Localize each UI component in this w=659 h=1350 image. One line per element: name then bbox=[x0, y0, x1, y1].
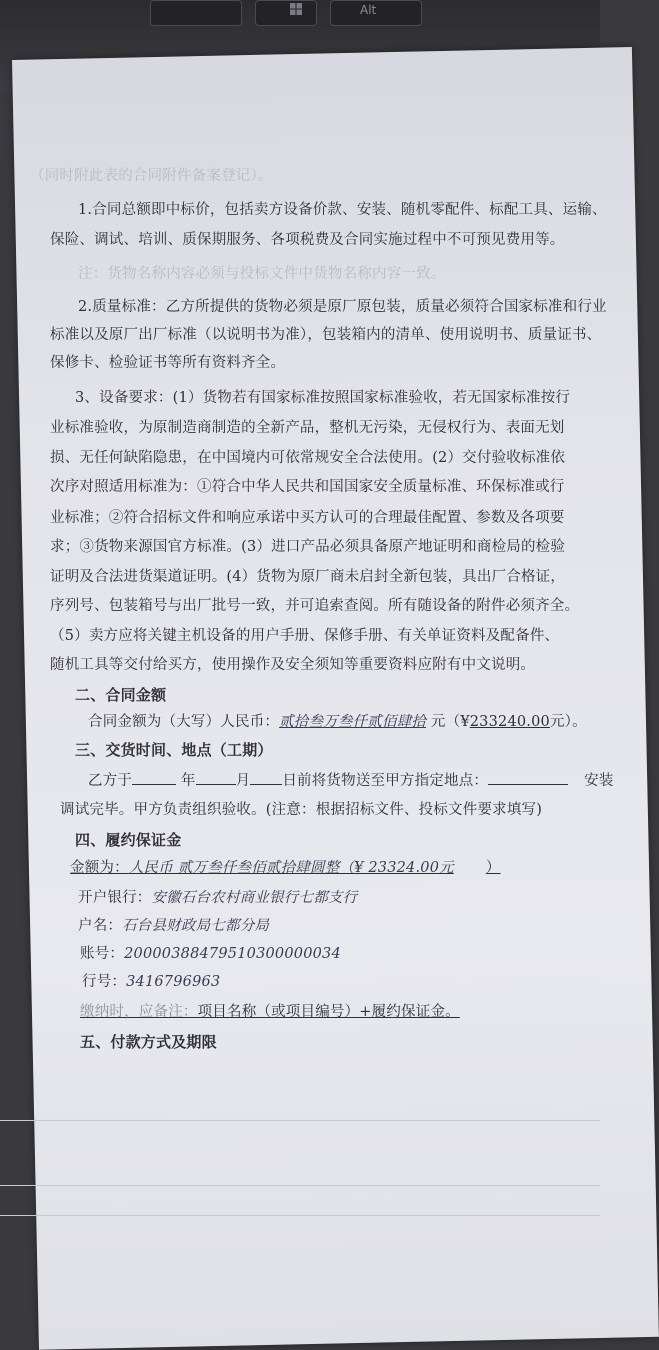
year-label: 年 bbox=[180, 773, 196, 789]
section-5-title: 五、付款方式及期限 bbox=[80, 1033, 217, 1051]
paper-edge bbox=[0, 1215, 600, 1216]
delivery-time-line bbox=[88, 770, 614, 791]
month-blank bbox=[196, 770, 236, 785]
contract-amount-number: 233240.00 bbox=[469, 714, 550, 730]
paragraph-1-line: 1.合同总额即中标价，包括卖方设备价款、安装、随机零配件、标配工具、运输、 bbox=[78, 202, 607, 218]
bank-code-label: 行号： bbox=[82, 974, 127, 990]
deposit-remark-line bbox=[80, 1002, 460, 1022]
delivery-text: 日前将货物送至甲方指定地点： bbox=[282, 773, 489, 789]
deposit-amount-label: 金额为： bbox=[70, 860, 129, 876]
paragraph-1-line: 保险、调试、培训、质保期服务、各项税费及合同实施过程中不可预见费用等。 bbox=[50, 232, 565, 248]
account-name-label: 户名： bbox=[78, 918, 123, 934]
bank-line bbox=[78, 888, 357, 908]
faded-top-line: （同时附此表的合同附件备案登记）。 bbox=[30, 168, 273, 184]
paragraph-2-line: 保修卡、检验证书等所有资料齐全。 bbox=[50, 355, 286, 371]
year-blank bbox=[132, 770, 176, 785]
paper-edge bbox=[0, 1120, 600, 1121]
account-name-line bbox=[78, 916, 269, 936]
account-number-value: 20000388479510300000034 bbox=[124, 946, 341, 962]
paragraph-3-line: 业标准；②符合招标文件和响应承诺中买方认可的合理最佳配置、参数及各项要 bbox=[50, 510, 565, 526]
paper-edge bbox=[0, 1185, 600, 1186]
deposit-amount-line bbox=[70, 858, 501, 878]
paragraph-3-line: （5）卖方应将关键主机设备的用户手册、保修手册、有关单证资料及配备件、 bbox=[50, 628, 560, 644]
account-number-label: 账号： bbox=[80, 946, 125, 962]
account-name-value: 石台县财政局七都分局 bbox=[122, 918, 270, 934]
contract-amount-mid: 元（¥ bbox=[430, 714, 470, 730]
location-blank bbox=[488, 770, 568, 785]
paragraph-3-line: 序列号、包装箱号与出厂批号一致，并可追索查阅。所有随设备的附件必须齐全。 bbox=[50, 598, 580, 614]
paragraph-3-line: 3、设备要求：(1）货物若有国家标准按照国家标准验收，若无国家标准按行 bbox=[75, 390, 571, 406]
bank-label: 开户银行： bbox=[78, 890, 152, 906]
deposit-remark-text: 项目名称（或项目编号）+履约保证金。 bbox=[197, 1004, 460, 1020]
paragraph-3-line: 损、无任何缺陷隐患，在中国境内可依常规安全合法使用。(2）交付验收标准依 bbox=[50, 450, 566, 466]
section-3-title: 三、交货时间、地点（工期） bbox=[75, 741, 273, 759]
deposit-amount-close: ） bbox=[485, 860, 501, 876]
deposit-remark-label: 缴纳时，应备注： bbox=[80, 1004, 198, 1020]
contract-amount-prefix: 合同金额为（大写）人民币： bbox=[88, 714, 280, 730]
bank-code-line bbox=[82, 972, 220, 992]
paragraph-3-line: 业标准验收，为原制造商制造的全新产品，整机无污染，无侵权行为、表面无划 bbox=[50, 420, 565, 436]
month-label: 月 bbox=[235, 773, 251, 789]
faded-note: 注：货物名称内容必须与投标文件中货物名称内容一致。 bbox=[78, 266, 446, 282]
paragraph-3-line: 随机工具等交付给买方，使用操作及安全须知等重要资料应附有中文说明。 bbox=[50, 657, 536, 673]
contract-amount-line bbox=[88, 712, 587, 732]
paragraph-3-line: 求；③货物来源国官方标准。(3）进口产品必须具备原产地证明和商检局的检验 bbox=[50, 539, 566, 555]
section-2-title: 二、合同金额 bbox=[75, 686, 167, 704]
paragraph-3-line: 证明及合法进货渠道证明。(4）货物为原厂商未启封全新包装，具出厂合格证， bbox=[50, 569, 566, 585]
alt-key-label: Alt bbox=[360, 3, 377, 17]
contract-amount-words: 贰拾叁万叁仟贰佰肆拾 bbox=[279, 714, 427, 730]
install-label: 安装 bbox=[584, 773, 614, 789]
deposit-amount-value: 人民币 贰万叁仟叁佰贰拾肆圆整（¥ 23324.00元 bbox=[128, 860, 454, 876]
day-blank bbox=[250, 770, 282, 785]
account-number-line bbox=[80, 944, 341, 964]
delivery-party: 乙方于 bbox=[88, 773, 133, 789]
paragraph-3-line: 次序对照适用标准为：①符合中华人民共和国国家安全质量标准、环保标准或行 bbox=[50, 479, 565, 495]
section-4-title: 四、履约保证金 bbox=[75, 831, 182, 849]
bank-code-value: 3416796963 bbox=[126, 974, 221, 990]
paragraph-2-line: 标准以及原厂出厂标准（以说明书为准），包装箱内的清单、使用说明书、质量证书、 bbox=[50, 327, 602, 343]
bank-value: 安徽石台农村商业银行七都支行 bbox=[151, 890, 358, 906]
contract-amount-suffix: 元）。 bbox=[549, 714, 587, 730]
paragraph-2-line: 2.质量标准：乙方所提供的货物必须是原厂原包装，质量必须符合国家标准和行业 bbox=[78, 299, 607, 315]
delivery-note-line: 调试完毕。甲方负责组织验收。(注意：根据招标文件、投标文件要求填写) bbox=[60, 802, 543, 818]
